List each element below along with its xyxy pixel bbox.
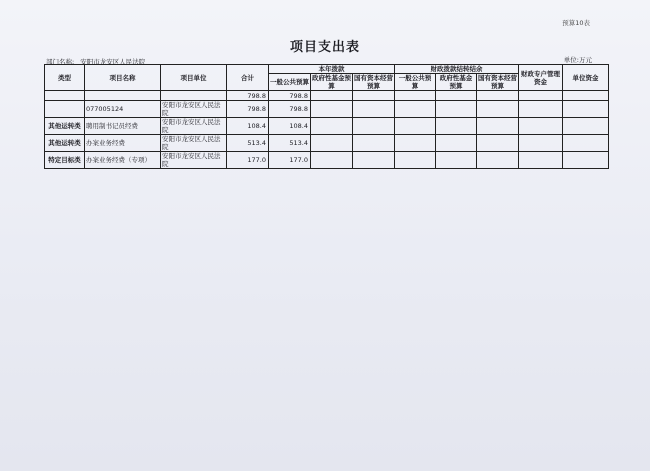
page-title: 项目支出表 <box>289 40 360 55</box>
col-header-unit-funds: 单位资金 <box>563 65 609 91</box>
table-row <box>45 152 609 169</box>
cell-project-unit: 安阳市龙安区人民法院 <box>161 135 227 152</box>
cell-project-name: 聘用制书记员经费 <box>85 118 161 135</box>
unit-label: 单位: <box>563 56 579 64</box>
cell-total: 177.0 <box>227 152 269 169</box>
col-header-gov-fund-budget: 政府性基金预算 <box>312 74 351 90</box>
expenditure-table <box>44 64 609 169</box>
page-number: 预算10表 <box>562 19 590 27</box>
col-group-current-year: 本年拨款 <box>269 65 395 74</box>
cell-project-name: 办案业务经费 <box>85 135 161 152</box>
cell-project-unit: 安阳市龙安区人民法院 <box>161 118 227 135</box>
unit-value: 万元 <box>579 56 592 64</box>
col-header-general-budget: 一般公共预算 <box>269 74 311 91</box>
department-value: 安阳市龙安区人民法院 <box>80 58 146 66</box>
cell-general-budget: 798.8 <box>269 91 311 101</box>
cell-total: 108.4 <box>227 118 269 135</box>
cell-project-unit <box>161 91 227 101</box>
col-header-carry-gov-fund-budget: 政府性基金预算 <box>436 74 477 91</box>
cell-category <box>45 91 85 101</box>
col-header-project-name: 项目名称 <box>85 65 161 91</box>
table-row <box>45 118 609 135</box>
cell-project-name <box>85 91 161 101</box>
header-row-1 <box>45 65 609 74</box>
cell-project-unit: 安阳市龙安区人民法院 <box>161 152 227 169</box>
table-row <box>45 101 609 118</box>
cell-general-budget: 177.0 <box>269 152 311 169</box>
department-label: 部门名称: <box>46 58 75 66</box>
cell-project-name: 办案业务经费（专项） <box>85 152 161 169</box>
cell-category: 其他运转类 <box>45 118 85 135</box>
col-header-total: 合计 <box>227 65 269 91</box>
table-row-total <box>45 91 609 101</box>
col-group-carryover: 财政拨款结转结余 <box>395 65 519 74</box>
cell-category: 其他运转类 <box>45 135 85 152</box>
cell-general-budget: 108.4 <box>269 118 311 135</box>
col-header-special-managed: 财政专户管理资金 <box>519 65 563 91</box>
col-header-category: 类型 <box>45 65 85 91</box>
cell-category: 特定目标类 <box>45 152 85 169</box>
col-header-carry-general-budget: 一般公共预算 <box>395 74 436 91</box>
table-row <box>45 135 609 152</box>
unit-line <box>564 55 592 64</box>
col-header-state-capital-budget: 国有资本经营预算 <box>354 74 393 90</box>
col-header-carry-state-capital-budget: 国有资本经营预算 <box>478 74 517 90</box>
cell-total: 513.4 <box>227 135 269 152</box>
cell-total: 798.8 <box>227 91 269 101</box>
cell-project-unit: 安阳市龙安区人民法院 <box>161 101 227 118</box>
cell-project-name: 077005124 <box>85 101 161 118</box>
cell-general-budget: 798.8 <box>269 101 311 118</box>
cell-general-budget: 513.4 <box>269 135 311 152</box>
cell-category <box>45 101 85 118</box>
col-header-project-unit: 项目单位 <box>161 65 227 91</box>
cell-total: 798.8 <box>227 101 269 118</box>
